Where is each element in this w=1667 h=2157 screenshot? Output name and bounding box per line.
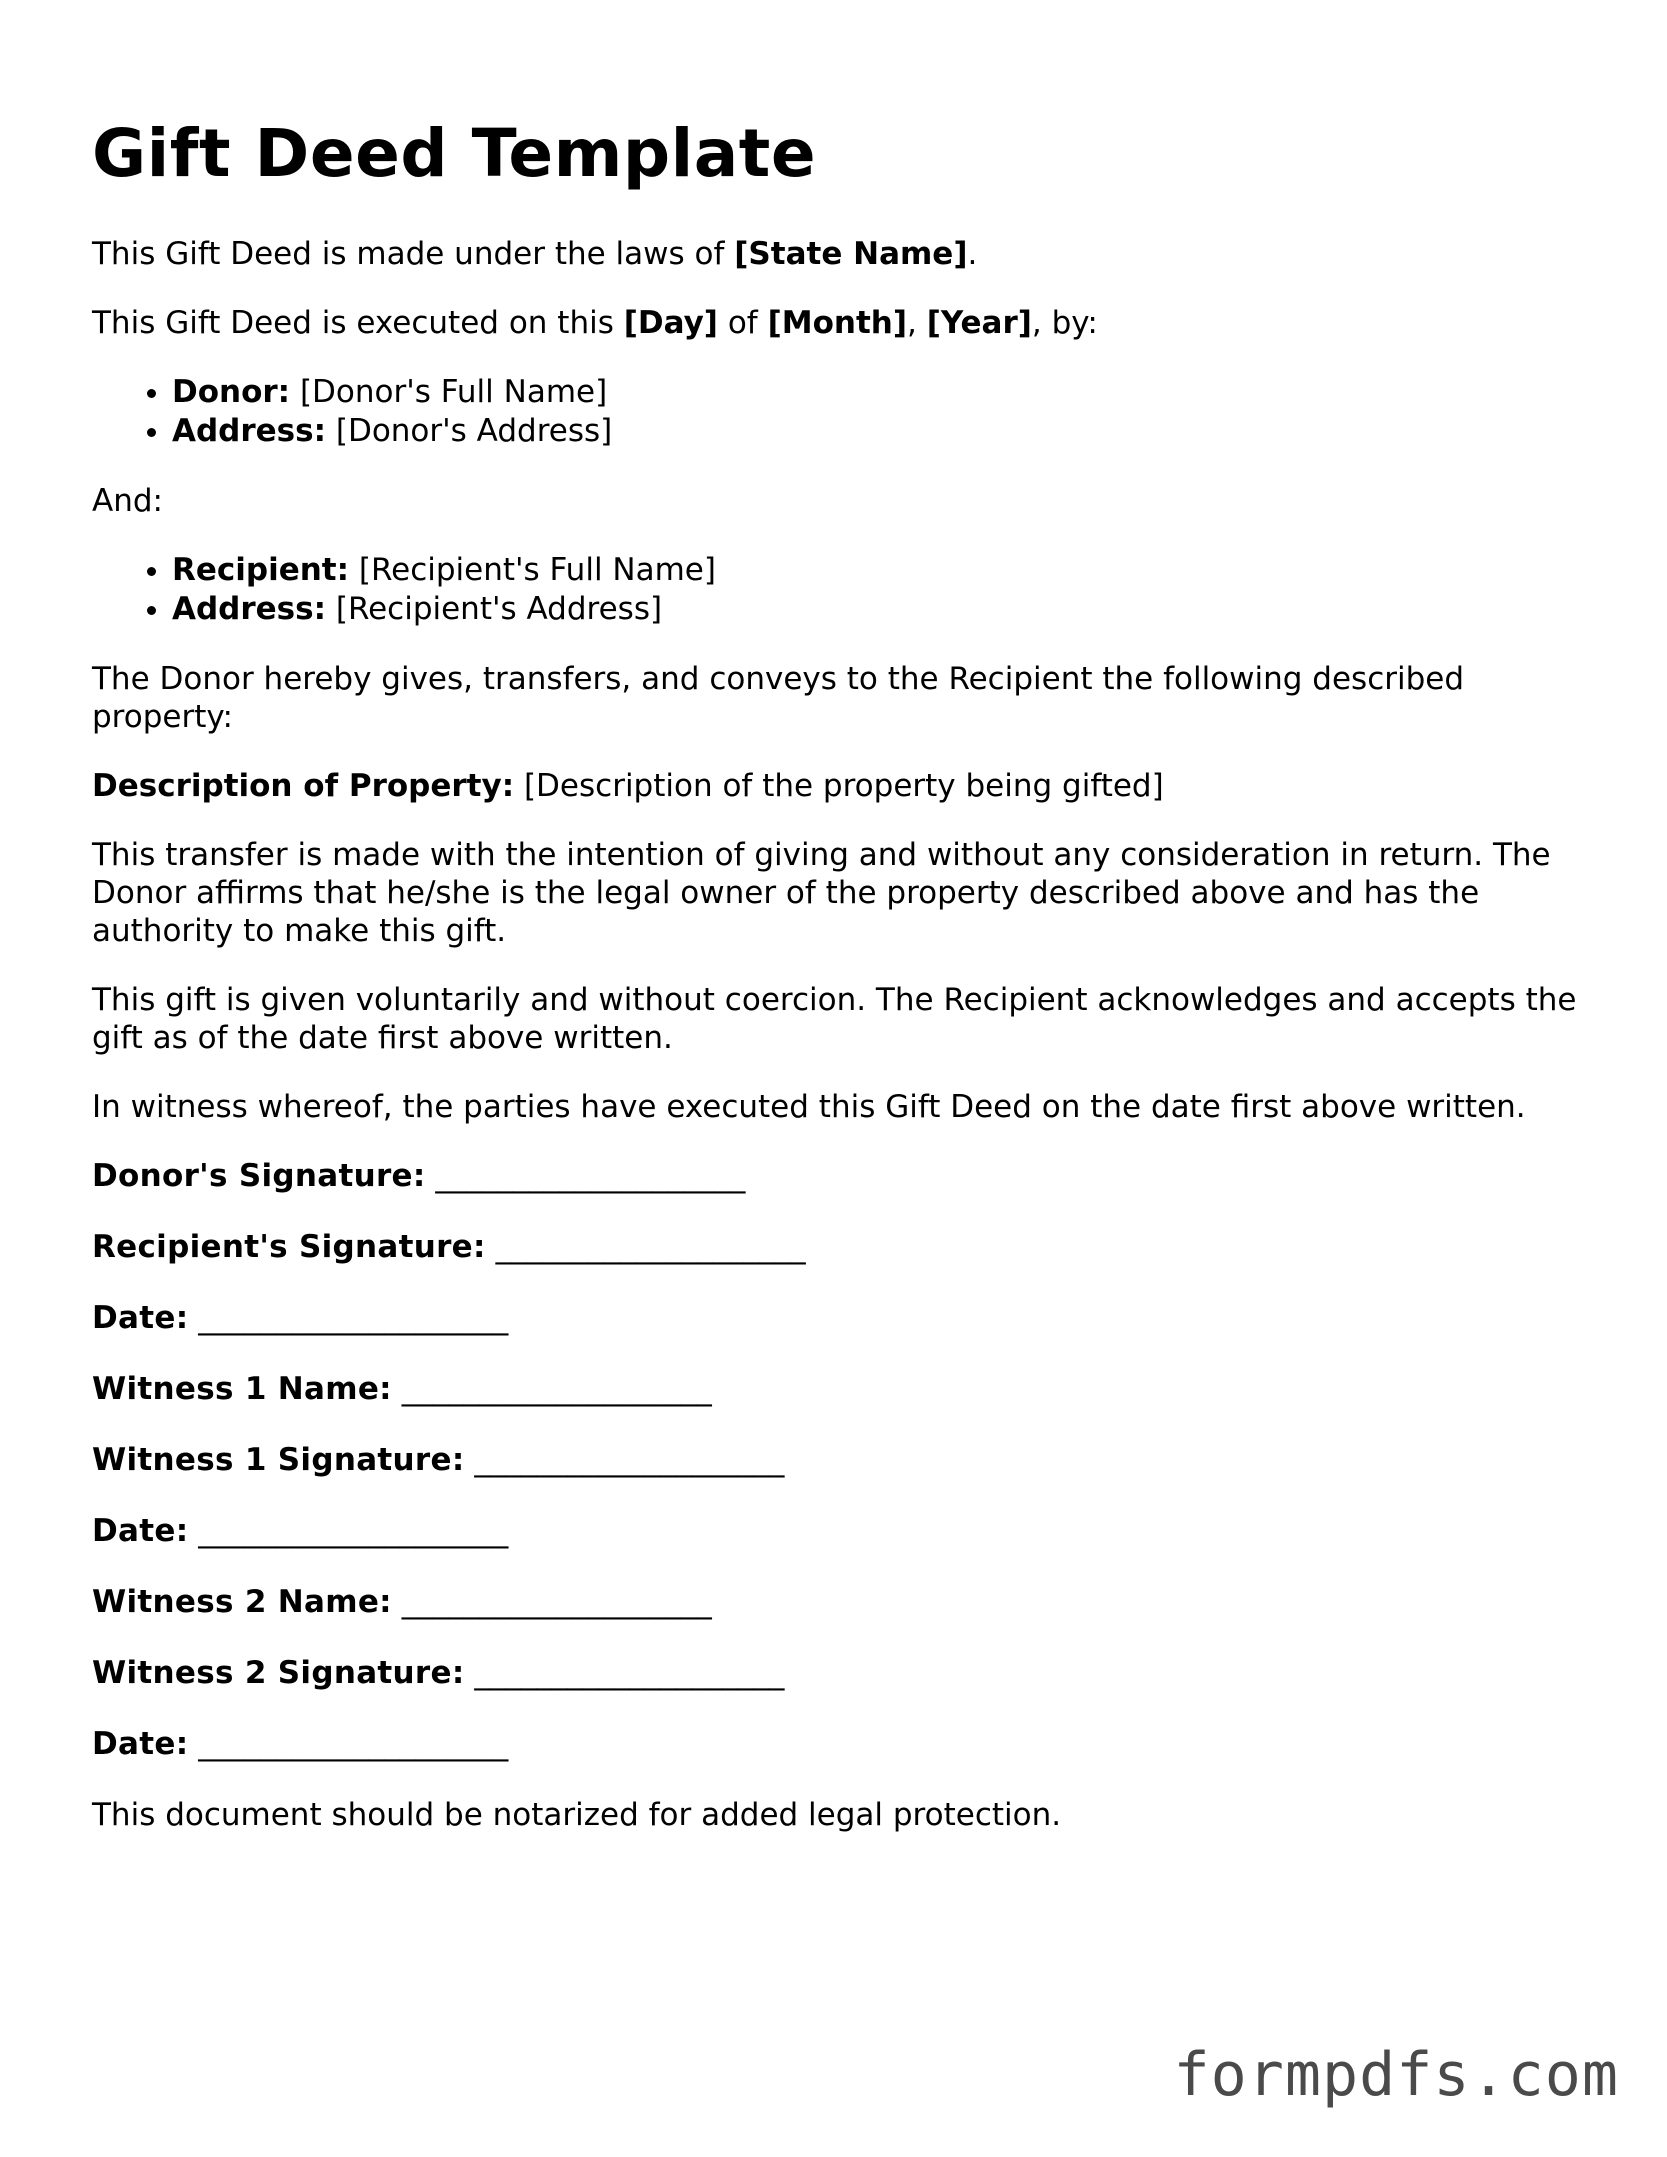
signature-label: Witness 1 Signature: (92, 1441, 465, 1478)
witness-paragraph: In witness whereof, the parties have executed this Gift Deed on the date first above written. (92, 1088, 1526, 1125)
execution-paragraph (92, 304, 1592, 342)
laws-prefix: This Gift Deed is made under the laws of (92, 235, 735, 272)
year-placeholder: [Year] (926, 304, 1032, 341)
signature-blank[interactable]: ____________________ (474, 1441, 785, 1478)
signature-blank[interactable]: ____________________ (401, 1370, 712, 1407)
witness-2-name-field[interactable] (92, 1583, 1592, 1621)
signature-label: Date: (92, 1512, 189, 1549)
signature-label: Date: (92, 1725, 189, 1762)
list-item (172, 590, 1592, 629)
donor-signature-field[interactable] (92, 1157, 1592, 1195)
document-page (92, 115, 1592, 1865)
exec-suffix: , by: (1031, 304, 1098, 341)
month-placeholder: [Month] (767, 304, 908, 341)
donor-name-value: [Donor's Full Name] (290, 373, 608, 410)
watermark: formpdfs.com (1173, 2040, 1619, 2110)
page-title: Gift Deed Template (92, 115, 817, 192)
donor-list (92, 373, 1592, 451)
recipient-address-value: [Recipient's Address] (326, 590, 663, 627)
signature-label: Witness 2 Signature: (92, 1654, 465, 1691)
witness-2-signature-field[interactable] (92, 1654, 1592, 1692)
list-item (172, 373, 1592, 412)
signature-label: Date: (92, 1299, 189, 1336)
laws-suffix: . (967, 235, 978, 272)
intention-paragraph: This transfer is made with the intention of giving and without any consideration in return. The Donor affirms that he/she is the legal owner of the property described above and has the authority to make this gift. (92, 836, 1551, 949)
date-field-3[interactable] (92, 1725, 1592, 1763)
signature-blank[interactable]: ____________________ (401, 1583, 712, 1620)
signature-label: Witness 2 Name: (92, 1583, 392, 1620)
donor-address-value: [Donor's Address] (326, 412, 613, 449)
notarize-note: This document should be notarized for added legal protection. (92, 1796, 1062, 1833)
transfer-paragraph: The Donor hereby gives, transfers, and conveys to the Recipient the following described property: (92, 660, 1465, 735)
exec-prefix: This Gift Deed is executed on this (92, 304, 624, 341)
state-placeholder: [State Name] (734, 235, 968, 272)
and-text: And: (92, 482, 163, 519)
signature-blank[interactable]: ____________________ (198, 1512, 509, 1549)
signature-blank[interactable]: ____________________ (474, 1654, 785, 1691)
recipient-name-value: [Recipient's Full Name] (349, 551, 716, 588)
day-placeholder: [Day] (623, 304, 718, 341)
witness-1-signature-field[interactable] (92, 1441, 1592, 1479)
laws-paragraph (92, 235, 1592, 273)
signature-label: Recipient's Signature: (92, 1228, 486, 1265)
witness-1-name-field[interactable] (92, 1370, 1592, 1408)
recipient-address-label: Address: (172, 590, 326, 627)
list-item (172, 412, 1592, 451)
signature-label: Donor's Signature: (92, 1157, 426, 1194)
date-field-1[interactable] (92, 1299, 1592, 1337)
comma-text: , (907, 304, 927, 341)
property-paragraph (92, 767, 1592, 805)
property-value: [Description of the property being gifted] (514, 767, 1164, 804)
signature-blank[interactable]: ____________________ (435, 1157, 746, 1194)
recipient-list (92, 551, 1592, 629)
of-text: of (717, 304, 768, 341)
recipient-name-label: Recipient: (172, 551, 350, 588)
donor-address-label: Address: (172, 412, 326, 449)
recipient-signature-field[interactable] (92, 1228, 1592, 1266)
property-label: Description of Property: (92, 767, 515, 804)
signature-blank[interactable]: ____________________ (495, 1228, 806, 1265)
date-field-2[interactable] (92, 1512, 1592, 1550)
signature-blank[interactable]: ____________________ (198, 1725, 509, 1762)
voluntary-paragraph: This gift is given voluntarily and without coercion. The Recipient acknowledges and accepts the gift as of the date first above written. (92, 981, 1577, 1056)
list-item (172, 551, 1592, 590)
donor-name-label: Donor: (172, 373, 291, 410)
signature-label: Witness 1 Name: (92, 1370, 392, 1407)
signature-blank[interactable]: ____________________ (198, 1299, 509, 1336)
